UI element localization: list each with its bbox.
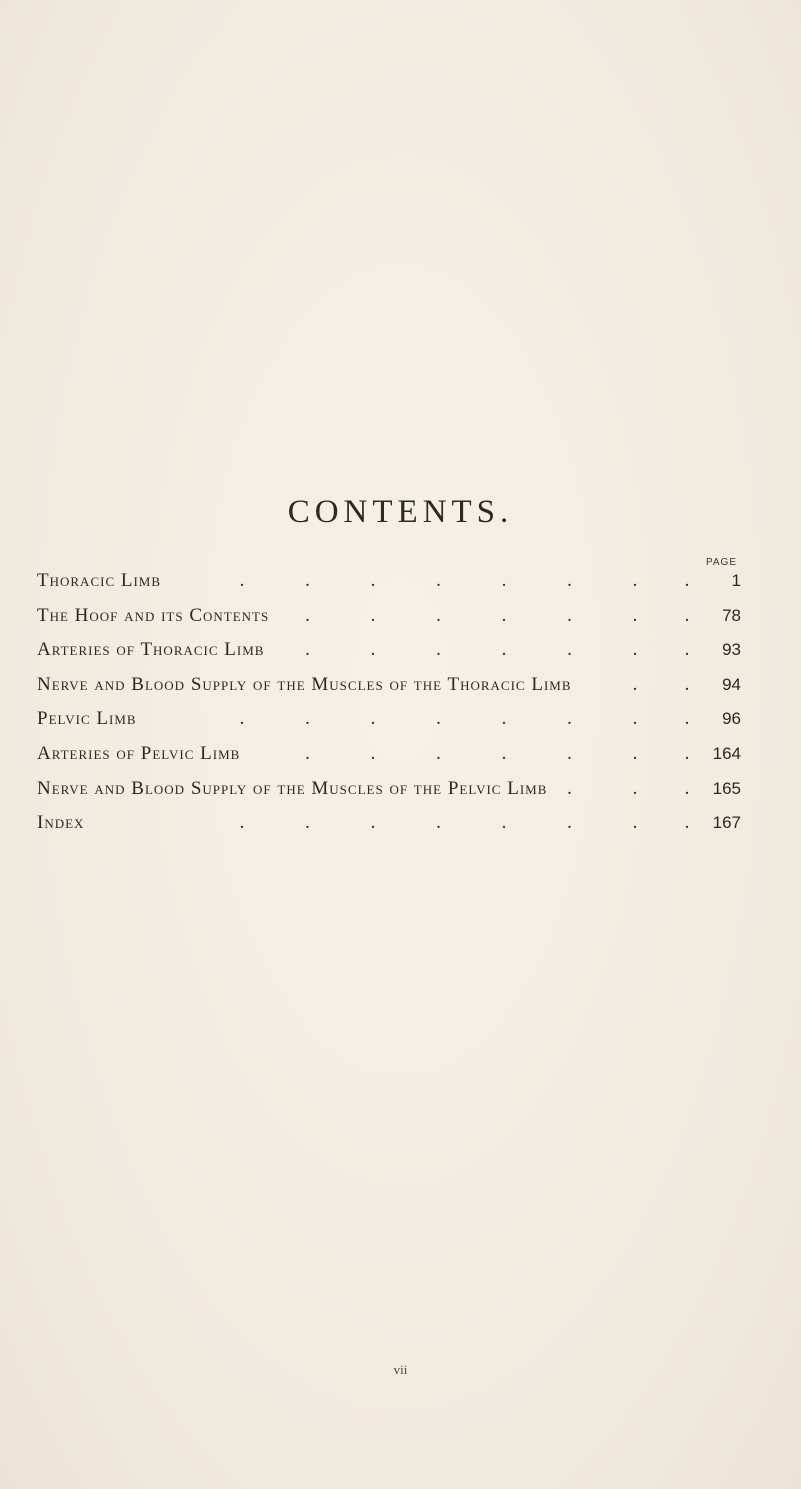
- toc-entry-title: Nerve and Blood Supply of the Muscles of the Pelvic Limb: [37, 777, 548, 799]
- toc-entry-page: 165: [712, 778, 741, 798]
- leader-dot: .: [632, 570, 638, 591]
- toc-entry: [37, 806, 741, 841]
- leader-dot: .: [632, 777, 638, 799]
- toc-entry-title: Arteries of Pelvic Limb: [37, 742, 241, 764]
- leader-dot: .: [632, 708, 638, 730]
- leader-dot: .: [436, 639, 441, 661]
- toc-entry-title: Pelvic Limb: [37, 708, 137, 730]
- toc-entry-page: 94: [722, 674, 741, 694]
- toc-entry-page: 93: [722, 640, 741, 660]
- leader-dot: .: [567, 639, 572, 661]
- toc-entry-page: 167: [712, 813, 741, 833]
- leader-dot: .: [239, 708, 245, 730]
- leader-dot: .: [632, 742, 638, 764]
- leader-dot: .: [305, 639, 310, 661]
- leader-dot: .: [684, 570, 690, 591]
- leader-dot: .: [370, 742, 376, 764]
- leader-dot: .: [501, 570, 507, 591]
- leader-dot: .: [684, 639, 690, 661]
- leader-dot: .: [370, 812, 376, 834]
- leader-dot: .: [567, 742, 572, 764]
- leader-dot: .: [684, 742, 690, 764]
- leader-dot: .: [684, 777, 690, 799]
- toc-entry: [37, 599, 741, 634]
- leader-dot: .: [632, 673, 638, 695]
- contents-heading: CONTENTS.: [287, 494, 514, 530]
- toc-entry: [37, 633, 741, 668]
- toc-entry-page: 96: [722, 709, 741, 729]
- toc-entry-title: The Hoof and its Contents: [37, 604, 270, 626]
- leader-dot: .: [567, 708, 572, 730]
- leader-dot: .: [305, 570, 310, 591]
- leader-dot: .: [684, 673, 690, 695]
- leader-dot: .: [370, 570, 376, 591]
- leader-dot: .: [567, 604, 572, 626]
- leader-dot: .: [436, 604, 441, 626]
- leader-dot: .: [436, 708, 441, 730]
- leader-dot: .: [567, 812, 572, 834]
- table-of-contents: [37, 564, 741, 841]
- leader-dot: .: [305, 812, 310, 834]
- leader-dot: .: [684, 604, 690, 626]
- toc-entry: [37, 702, 741, 737]
- toc-entry-page: 164: [712, 743, 741, 763]
- toc-entry-page: 78: [722, 605, 741, 625]
- leader-dot: .: [436, 742, 441, 764]
- leader-dot: .: [370, 604, 376, 626]
- toc-entry-page: 1: [731, 571, 741, 590]
- leader-dot: .: [370, 708, 376, 730]
- leader-dot: .: [436, 570, 441, 591]
- leader-dot: .: [632, 639, 638, 661]
- leader-dot: .: [436, 812, 441, 834]
- toc-entry-title: Index: [37, 812, 85, 834]
- leader-dot: .: [239, 812, 245, 834]
- toc-entry-title: Nerve and Blood Supply of the Muscles of the Thoracic Limb: [37, 673, 572, 695]
- leader-dot: .: [567, 570, 572, 591]
- leader-dot: .: [305, 708, 310, 730]
- leader-dot: .: [305, 742, 310, 764]
- page-column-label: PAGE: [705, 557, 737, 568]
- leader-dot: .: [632, 812, 638, 834]
- leader-dot: .: [501, 812, 507, 834]
- leader-dot: .: [305, 604, 310, 626]
- toc-entry-title: Thoracic Limb: [37, 570, 162, 591]
- page-number: vii: [393, 1362, 408, 1377]
- toc-entry: [37, 564, 741, 599]
- leader-dot: .: [370, 639, 376, 661]
- leader-dot: .: [567, 777, 572, 799]
- leader-dot: .: [501, 604, 507, 626]
- leader-dot: .: [239, 570, 245, 591]
- toc-entry: [37, 772, 741, 807]
- leader-dot: .: [501, 708, 507, 730]
- leader-dot: .: [684, 812, 690, 834]
- leader-dot: .: [632, 604, 638, 626]
- toc-entry: [37, 668, 741, 703]
- leader-dot: .: [684, 708, 690, 730]
- toc-entry-title: Arteries of Thoracic Limb: [37, 639, 265, 661]
- leader-dot: .: [501, 742, 507, 764]
- toc-entry: [37, 737, 741, 772]
- leader-dot: .: [501, 639, 507, 661]
